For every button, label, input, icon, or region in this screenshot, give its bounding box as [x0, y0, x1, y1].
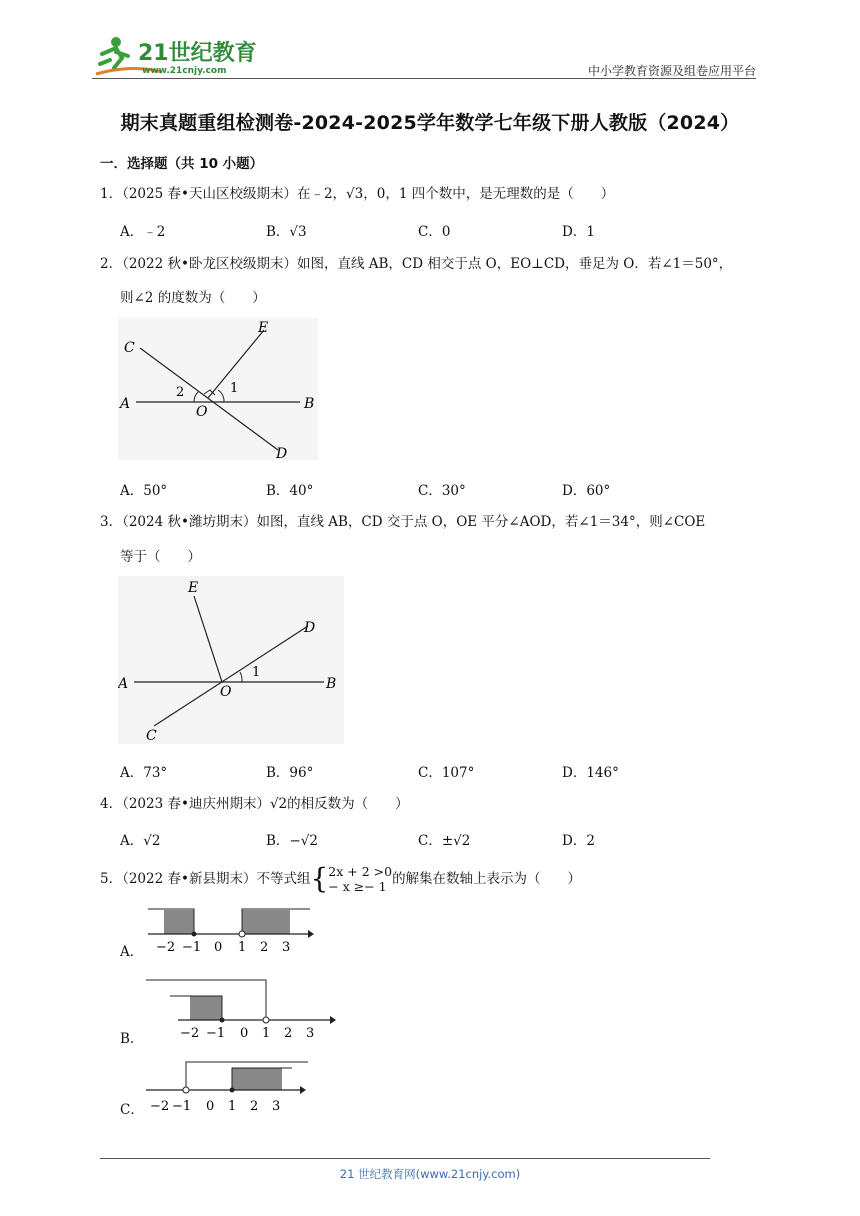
footer-divider: [100, 1158, 710, 1159]
question-1: 1．（2025 春•天山区校级期末）在﹣2，√3，0，1 四个数中，是无理数的是（ ）: [100, 186, 615, 202]
inequality-1: 2x + 2 >0: [328, 864, 393, 879]
page-title: 期末真题重组检测卷-2024-2025学年数学七年级下册人教版（2024）: [120, 112, 740, 134]
q1-option-d: D．1: [562, 224, 595, 240]
svg-text:−2: −2: [150, 1099, 170, 1114]
svg-text:2: 2: [260, 940, 269, 954]
label-a: A: [120, 396, 131, 412]
q1-option-a: A．﹣2: [120, 224, 166, 240]
q5-number-line-b: [142, 976, 338, 1042]
label-c: C: [146, 728, 157, 744]
inequality-2: − x ≥− 1: [328, 879, 387, 894]
svg-text:3: 3: [272, 1099, 281, 1114]
q2-option-b: B．40°: [266, 483, 314, 499]
question-2: 2．（2022 秋•卧龙区校级期末）如图，直线 AB，CD 相交于点 O，EO⊥CD，垂足为 O．若∠1＝50°，: [100, 256, 733, 272]
svg-text:−1: −1: [172, 1099, 192, 1114]
q3-option-b: B．96°: [266, 765, 314, 781]
header-divider: [92, 78, 756, 79]
q2-option-c: C．30°: [418, 483, 466, 499]
brace-icon: {: [310, 862, 329, 895]
q5-prefix: 5．（2022 春•新县期末）不等式组: [100, 871, 311, 887]
q5-option-a: A．: [120, 944, 144, 960]
label-1: 1: [252, 665, 261, 680]
q4-option-d: D．2: [562, 833, 595, 849]
q5-suffix: 的解集在数轴上表示为（ ）: [392, 871, 582, 887]
q2-option-a: A．50°: [120, 483, 168, 499]
svg-text:1: 1: [228, 1099, 237, 1114]
label-e: E: [258, 320, 269, 336]
question-3: 3．（2024 秋•潍坊期末）如图，直线 AB，CD 交于点 O，OE 平分∠AOD，若∠1＝34°，则∠COE: [100, 514, 706, 530]
label-2: 2: [176, 385, 185, 400]
q3-option-d: D．146°: [562, 765, 619, 781]
label-b: B: [326, 676, 337, 692]
q3-option-a: A．73°: [120, 765, 168, 781]
label-d: D: [276, 446, 288, 460]
inequality-system: [328, 864, 392, 894]
svg-text:3: 3: [282, 940, 291, 954]
svg-text:−2: −2: [156, 940, 176, 954]
svg-text:3: 3: [306, 1026, 315, 1041]
q4-option-a: A．√2: [120, 833, 161, 849]
q3-figure: [118, 576, 344, 744]
footer-link[interactable]: 21 世纪教育网(www.21cnjy.com): [339, 1167, 521, 1181]
header-platform-text: 中小学教育资源及组卷应用平台: [587, 64, 756, 78]
svg-text:−1: −1: [206, 1026, 226, 1041]
svg-text:0: 0: [214, 940, 223, 954]
label-e: E: [188, 580, 199, 596]
logo-text: 21世纪教育: [138, 41, 257, 66]
q2-figure: [118, 318, 318, 460]
q4-option-c: C．±√2: [418, 833, 471, 849]
label-o: O: [196, 404, 208, 420]
svg-text:−1: −1: [182, 940, 202, 954]
svg-text:2: 2: [250, 1099, 259, 1114]
question-3-line2: 等于（ ）: [120, 549, 201, 565]
q4-option-b: B．−√2: [266, 833, 318, 849]
svg-text:2: 2: [284, 1026, 293, 1041]
svg-text:0: 0: [206, 1099, 215, 1114]
question-4: 4．（2023 春•迪庆州期末）√2的相反数为（ ）: [100, 796, 409, 812]
label-c: C: [124, 340, 135, 356]
svg-text:1: 1: [238, 940, 247, 954]
q5-option-c: C．: [120, 1102, 144, 1118]
q3-option-c: C．107°: [418, 765, 475, 781]
label-d: D: [304, 620, 316, 636]
q5-option-b: B．: [120, 1031, 144, 1047]
label-o: O: [220, 684, 232, 700]
label-a: A: [118, 676, 129, 692]
section-heading: 一．选择题（共 10 小题）: [100, 156, 264, 172]
label-b: B: [304, 396, 315, 412]
svg-text:−2: −2: [180, 1026, 200, 1041]
q5-number-line-c: [142, 1058, 314, 1116]
question-2-line2: 则∠2 的度数为（ ）: [120, 290, 266, 306]
svg-text:1: 1: [262, 1026, 271, 1041]
q5-number-line-a: [142, 904, 314, 954]
logo: [92, 34, 262, 78]
svg-text:0: 0: [240, 1026, 249, 1041]
question-5: [100, 864, 581, 894]
label-1: 1: [230, 381, 239, 396]
q2-option-d: D．60°: [562, 483, 611, 499]
q1-option-c: C．0: [418, 224, 451, 240]
q1-option-b: B．√3: [266, 224, 307, 240]
logo-url: www.21cnjy.com: [142, 66, 227, 76]
